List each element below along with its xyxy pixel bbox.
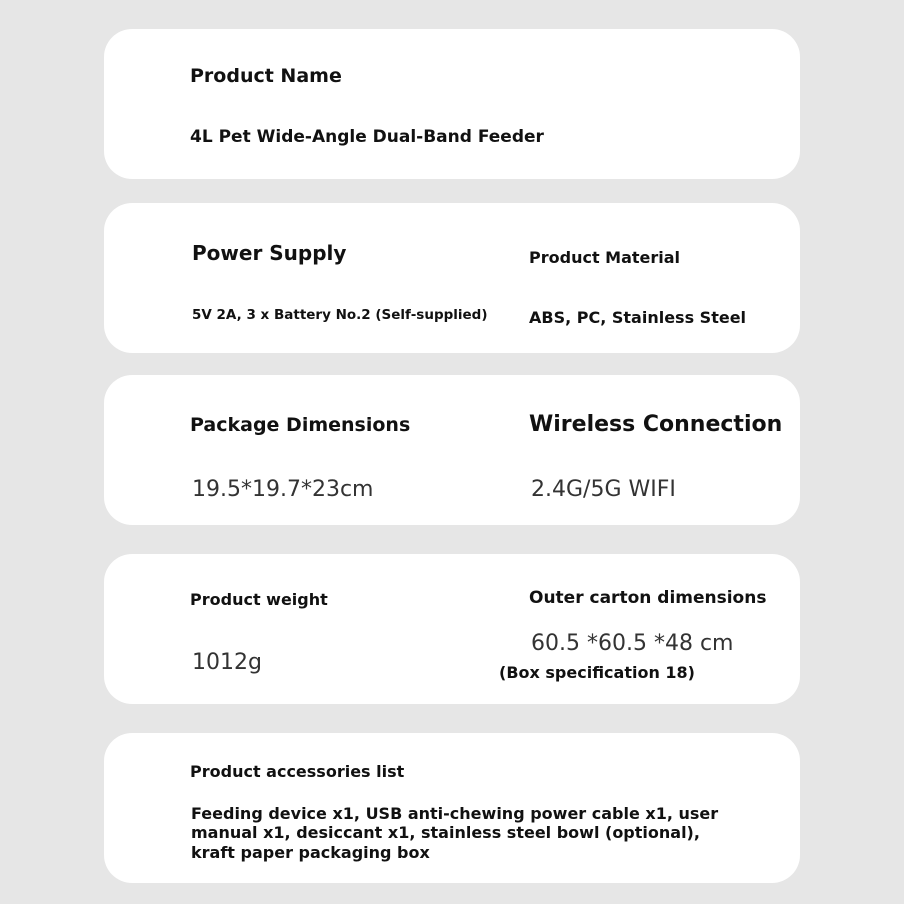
product-name-value: 4L Pet Wide-Angle Dual-Band Feeder bbox=[190, 127, 544, 147]
power-material-card bbox=[104, 203, 800, 353]
accessories-label: Product accessories list bbox=[190, 762, 405, 781]
weight-carton-card bbox=[104, 554, 800, 704]
package-dimensions-label: Package Dimensions bbox=[190, 414, 411, 436]
accessories-line: manual x1, desiccant x1, stainless steel bowl (optional), bbox=[191, 823, 700, 842]
product-material-value: ABS, PC, Stainless Steel bbox=[529, 308, 747, 327]
product-weight-label: Product weight bbox=[190, 590, 328, 609]
accessories-card bbox=[104, 733, 800, 883]
product-name-card bbox=[104, 29, 800, 179]
accessories-line: kraft paper packaging box bbox=[191, 843, 430, 862]
outer-carton-value: 60.5 *60.5 *48 cm bbox=[531, 631, 734, 656]
dimensions-wireless-card bbox=[104, 375, 800, 525]
product-name-label: Product Name bbox=[190, 65, 342, 87]
power-supply-label: Power Supply bbox=[192, 241, 347, 265]
product-material-label: Product Material bbox=[529, 248, 681, 267]
wireless-connection-label: Wireless Connection bbox=[529, 412, 783, 437]
package-dimensions-value: 19.5*19.7*23cm bbox=[192, 477, 374, 502]
product-weight-value: 1012g bbox=[192, 650, 262, 675]
wireless-connection-value: 2.4G/5G WIFI bbox=[531, 477, 676, 502]
outer-carton-note: (Box specification 18) bbox=[499, 663, 695, 682]
power-supply-value: 5V 2A, 3 x Battery No.2 (Self-supplied) bbox=[192, 307, 488, 323]
outer-carton-label: Outer carton dimensions bbox=[529, 588, 767, 608]
accessories-line: Feeding device x1, USB anti-chewing power cable x1, user bbox=[191, 804, 719, 823]
